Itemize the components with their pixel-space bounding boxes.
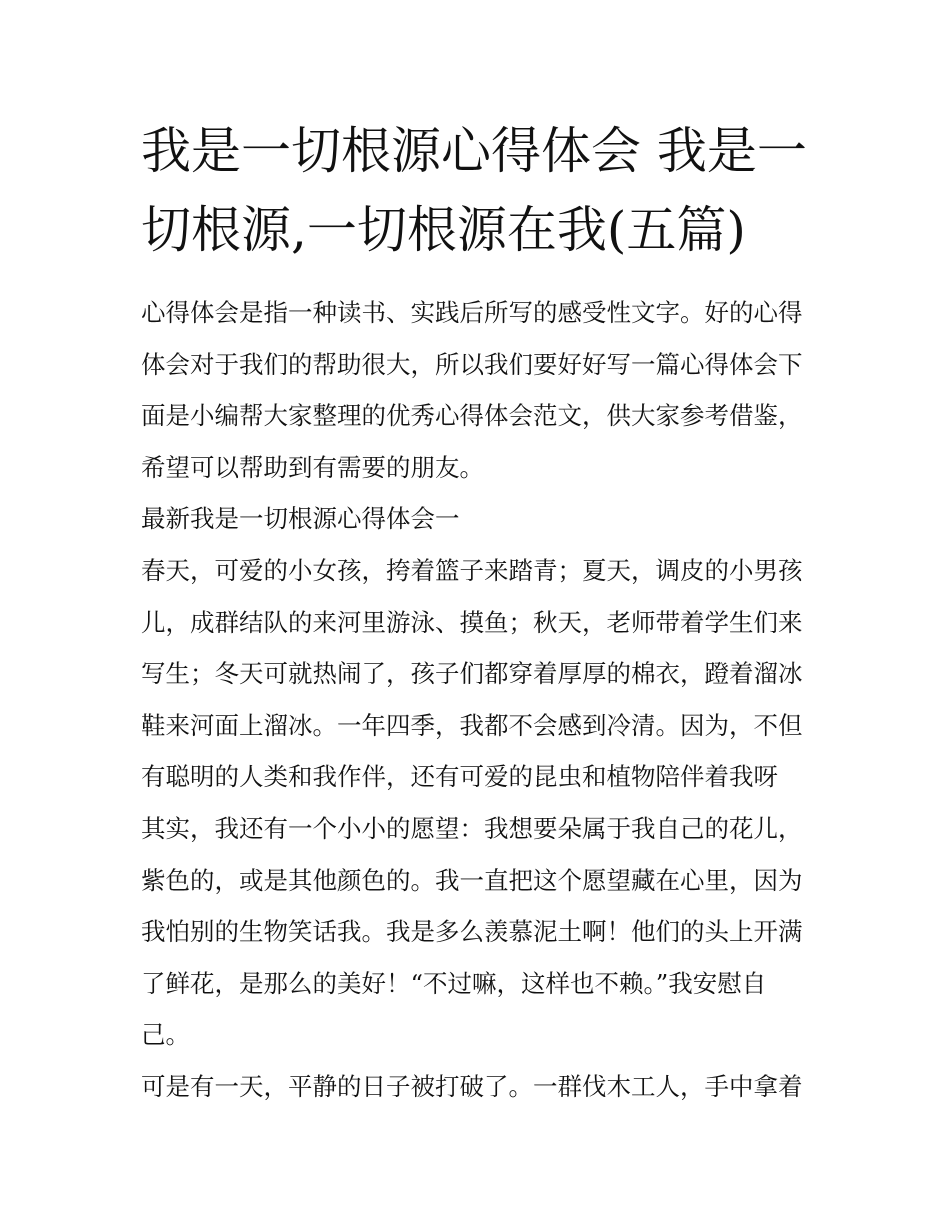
title-line: 我是一切根源心得体会 我是一	[141, 122, 807, 180]
body-line: 鞋来河面上溜冰。一年四季，我都不会感到冷清。因为，不但	[141, 710, 803, 740]
body-line: 希望可以帮助到有需要的朋友。	[141, 452, 484, 482]
body-line: 面是小编帮大家整理的优秀心得体会范文，供大家参考借鉴，	[141, 401, 803, 431]
body-line: 紫色的，或是其他颜色的。我一直把这个愿望藏在心里，因为	[141, 865, 803, 895]
body-line: 可是有一天，平静的日子被打破了。一群伐木工人，手中拿着	[141, 1071, 803, 1101]
body-line: 心得体会是指一种读书、实践后所写的感受性文字。好的心得	[141, 298, 803, 327]
title-line: 切根源,一切根源在我(五篇)	[141, 201, 746, 259]
body-line: 了鲜花，是那么的美好！“不过嘛，这样也不赖。”我安慰自	[141, 968, 767, 998]
document-body	[141, 287, 816, 1113]
section-heading: 最新我是一切根源心得体会一	[141, 504, 460, 534]
body-line: 体会对于我们的帮助很大，所以我们要好好写一篇心得体会下	[141, 349, 803, 379]
document-title	[141, 112, 816, 270]
document-page	[141, 112, 816, 1113]
body-line: 我怕别的生物笑话我。我是多么羡慕泥土啊！他们的头上开满	[141, 917, 803, 947]
body-line: 写生；冬天可就热闹了，孩子们都穿着厚厚的棉衣，蹬着溜冰	[141, 659, 803, 689]
body-line: 己。	[141, 1020, 190, 1050]
body-line: 儿，成群结队的来河里游泳、摸鱼；秋天，老师带着学生们来	[141, 607, 803, 637]
body-line: 其实，我还有一个小小的愿望：我想要朵属于我自己的花儿，	[141, 813, 803, 843]
body-line: 有聪明的人类和我作伴，还有可爱的昆虫和植物陪伴着我呀	[141, 762, 778, 792]
body-line: 春天，可爱的小女孩，挎着篮子来踏青；夏天，调皮的小男孩	[141, 555, 803, 585]
